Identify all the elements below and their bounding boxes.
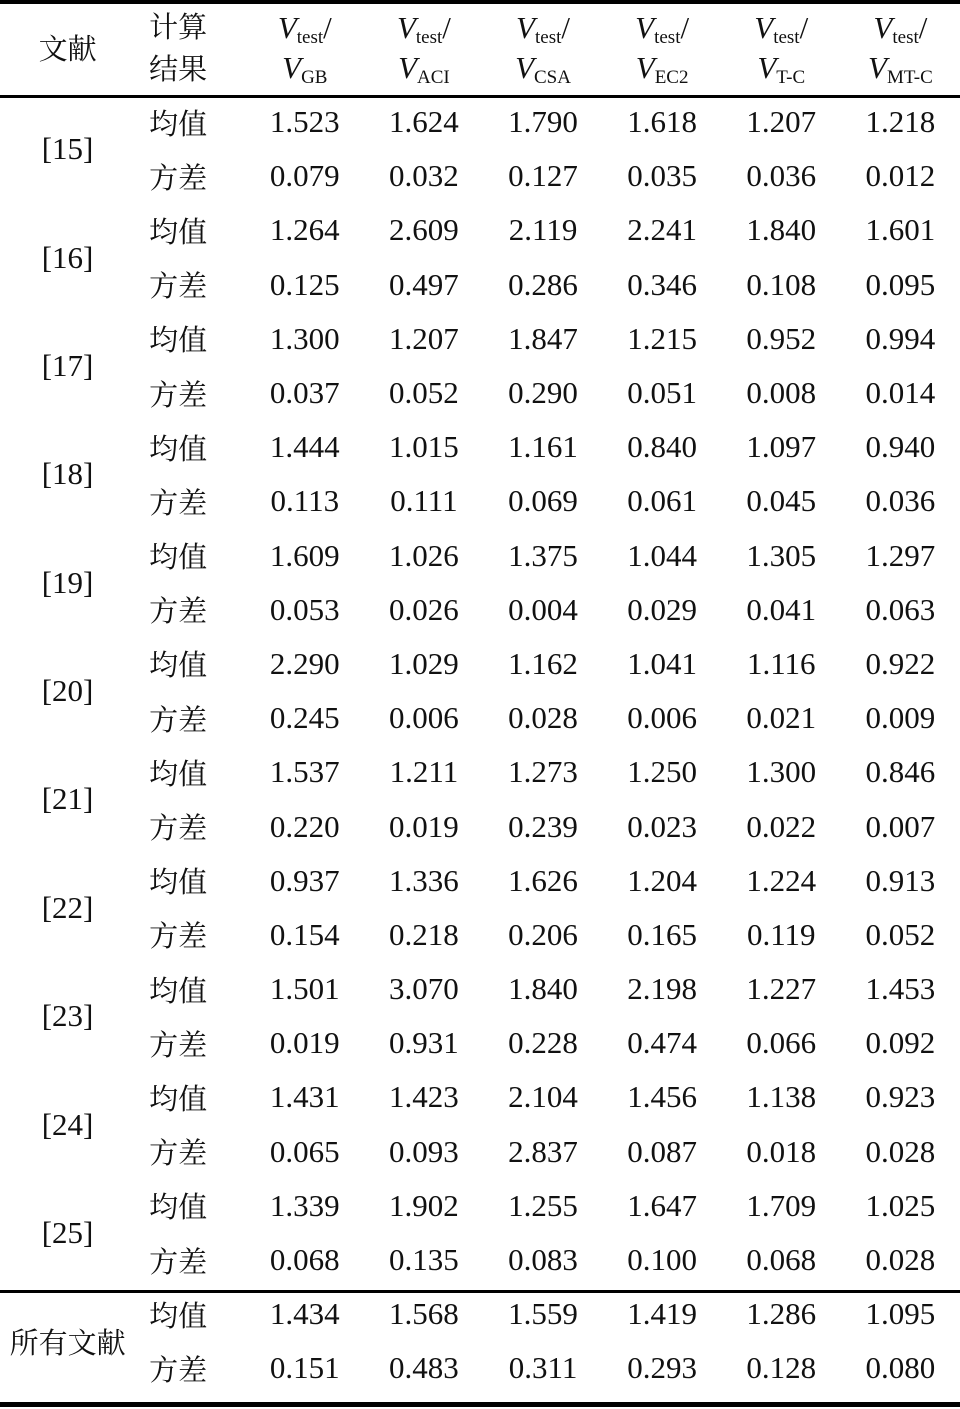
mean-value-cell: 1.162 — [508, 645, 578, 681]
mean-value-cell: 1.255 — [508, 1187, 578, 1223]
mean-value-cell: 1.790 — [508, 104, 578, 140]
mean-value-cell: 1.423 — [389, 1079, 459, 1115]
reference-cell: [15] — [41, 131, 94, 167]
mean-label: 均值 — [149, 431, 208, 466]
mean-value-cell: 1.434 — [269, 1296, 340, 1332]
variance-row — [0, 366, 960, 420]
variance-value-cell: 0.093 — [389, 1133, 459, 1169]
mean-value-cell: 1.300 — [269, 320, 340, 356]
mean-row — [0, 312, 960, 366]
mean-value-cell: 2.609 — [389, 212, 459, 248]
variance-value-cell: 0.069 — [508, 483, 578, 519]
mean-value-cell: 1.647 — [627, 1187, 697, 1223]
variance-value-cell: 0.154 — [269, 916, 340, 952]
variance-value-cell: 0.068 — [746, 1242, 817, 1278]
ratio-denominator: $V_{CSA}$ — [515, 49, 571, 88]
reference-cell: [22] — [41, 889, 94, 925]
mean-label: 均值 — [149, 1081, 208, 1116]
mean-label: 均值 — [149, 106, 208, 141]
mean-value-cell: 1.618 — [627, 104, 697, 140]
variance-label: 方差 — [149, 1027, 208, 1062]
variance-label: 方差 — [149, 1136, 208, 1171]
variance-value-cell: 0.052 — [865, 916, 936, 952]
ratio-numerator: $V_{test}/$ — [635, 9, 690, 48]
variance-row — [0, 1125, 960, 1179]
variance-value-cell: 0.228 — [508, 1025, 578, 1061]
mean-value-cell: 1.847 — [508, 320, 578, 356]
mean-value-cell: 0.923 — [865, 1079, 936, 1115]
mean-row — [0, 745, 960, 799]
variance-row — [0, 474, 960, 528]
variance-value-cell: 0.045 — [746, 483, 817, 519]
mean-value-cell: 1.095 — [865, 1296, 936, 1332]
mean-value-cell: 2.104 — [508, 1079, 578, 1115]
ratio-numerator: $V_{test}/$ — [516, 9, 570, 48]
mean-value-cell: 1.015 — [389, 429, 459, 465]
mean-value-cell: 0.937 — [269, 862, 340, 898]
reference-cell: [20] — [41, 673, 94, 709]
variance-row — [0, 1233, 960, 1287]
mean-value-cell: 1.339 — [269, 1187, 340, 1223]
variance-label: 方差 — [149, 160, 208, 195]
variance-label: 方差 — [149, 1244, 208, 1279]
mean-value-cell: 0.922 — [865, 645, 936, 681]
mean-value-cell: 1.456 — [627, 1079, 697, 1115]
variance-value-cell: 0.125 — [269, 266, 340, 302]
variance-value-cell: 0.032 — [389, 158, 459, 194]
variance-value-cell: 0.006 — [389, 700, 459, 736]
reference-cell: [16] — [41, 239, 94, 275]
reference-cell: [24] — [41, 1106, 94, 1142]
variance-label: 方差 — [149, 269, 208, 304]
reference-cell: [21] — [41, 781, 94, 817]
variance-row — [0, 258, 960, 312]
ratio-header — [245, 0, 364, 95]
mean-value-cell: 1.297 — [865, 537, 936, 573]
mean-value-cell: 1.207 — [389, 320, 459, 356]
variance-value-cell: 0.079 — [269, 158, 340, 194]
mean-value-cell: 1.501 — [269, 971, 340, 1007]
ratio-denominator: $V_{EC2}$ — [635, 49, 689, 88]
mean-row — [0, 420, 960, 474]
mean-label: 均值 — [149, 1190, 208, 1225]
ratio-header — [483, 0, 602, 95]
variance-value-cell: 0.165 — [627, 916, 697, 952]
mean-row — [0, 203, 960, 257]
mean-value-cell: 2.198 — [627, 971, 697, 1007]
mean-value-cell: 0.846 — [865, 754, 936, 790]
mean-value-cell: 2.119 — [508, 212, 578, 248]
variance-value-cell: 0.028 — [865, 1242, 936, 1278]
mean-value-cell: 1.305 — [746, 537, 817, 573]
variance-value-cell: 0.004 — [508, 591, 578, 627]
mean-value-cell: 1.250 — [627, 754, 697, 790]
variance-value-cell: 0.066 — [746, 1025, 817, 1061]
variance-value-cell: 0.028 — [508, 700, 578, 736]
variance-value-cell: 0.052 — [389, 375, 459, 411]
variance-label: 方差 — [149, 485, 208, 520]
mean-value-cell: 0.913 — [865, 862, 936, 898]
variance-row — [0, 1016, 960, 1070]
mean-row — [0, 637, 960, 691]
mean-value-cell: 1.523 — [269, 104, 340, 140]
mean-value-cell: 1.537 — [269, 754, 340, 790]
variance-value-cell: 0.006 — [627, 700, 697, 736]
variance-row — [0, 691, 960, 745]
mean-row — [0, 1070, 960, 1124]
variance-value-cell: 0.128 — [746, 1350, 817, 1386]
header-row — [0, 0, 960, 95]
variance-label: 方差 — [149, 1352, 208, 1387]
variance-value-cell: 0.239 — [508, 808, 578, 844]
mean-value-cell: 1.273 — [508, 754, 578, 790]
mean-value-cell: 1.025 — [865, 1187, 936, 1223]
variance-value-cell: 0.063 — [865, 591, 936, 627]
variance-label: 方差 — [149, 811, 208, 846]
mean-value-cell: 1.286 — [746, 1296, 817, 1332]
variance-row — [0, 149, 960, 203]
mean-label: 均值 — [149, 540, 208, 575]
mean-label: 均值 — [149, 1298, 208, 1333]
reference-cell: [17] — [41, 347, 94, 383]
variance-value-cell: 0.290 — [508, 375, 578, 411]
mean-value-cell: 1.215 — [627, 320, 697, 356]
variance-value-cell: 0.051 — [627, 375, 697, 411]
variance-value-cell: 0.931 — [389, 1025, 459, 1061]
mean-label: 均值 — [149, 648, 208, 683]
variance-value-cell: 0.220 — [269, 808, 340, 844]
variance-value-cell: 0.483 — [389, 1350, 459, 1386]
variance-value-cell: 0.019 — [389, 808, 459, 844]
ratio-denominator: $V_{GB}$ — [282, 49, 328, 88]
mean-label: 均值 — [149, 865, 208, 900]
variance-value-cell: 0.127 — [508, 158, 578, 194]
variance-value-cell: 0.007 — [865, 808, 936, 844]
stat-header-line1: 计算 — [149, 9, 208, 44]
mean-row — [0, 854, 960, 908]
mean-value-cell: 1.419 — [627, 1296, 697, 1332]
mean-value-cell: 0.994 — [865, 320, 936, 356]
variance-value-cell: 0.061 — [627, 483, 697, 519]
ratio-denominator: $V_{ACI}$ — [398, 49, 450, 88]
variance-value-cell: 0.218 — [389, 916, 459, 952]
variance-value-cell: 0.245 — [269, 700, 340, 736]
mean-value-cell: 0.952 — [746, 320, 817, 356]
variance-value-cell: 0.029 — [627, 591, 697, 627]
variance-value-cell: 0.022 — [746, 808, 817, 844]
variance-value-cell: 0.036 — [746, 158, 817, 194]
variance-value-cell: 0.019 — [269, 1025, 340, 1061]
variance-value-cell: 0.026 — [389, 591, 459, 627]
reference-cell: [19] — [41, 564, 94, 600]
variance-value-cell: 0.092 — [865, 1025, 936, 1061]
variance-row — [0, 908, 960, 962]
mean-value-cell: 0.840 — [627, 429, 697, 465]
variance-label: 方差 — [149, 377, 208, 412]
variance-value-cell: 2.837 — [508, 1133, 578, 1169]
mean-value-cell: 1.161 — [508, 429, 578, 465]
mean-value-cell: 1.336 — [389, 862, 459, 898]
variance-value-cell: 0.119 — [746, 916, 816, 952]
mean-value-cell: 1.431 — [269, 1079, 340, 1115]
mean-value-cell: 1.453 — [865, 971, 936, 1007]
variance-label: 方差 — [149, 594, 208, 629]
mean-value-cell: 1.624 — [389, 104, 459, 140]
variance-value-cell: 0.018 — [746, 1133, 817, 1169]
variance-row — [0, 1341, 960, 1395]
variance-value-cell: 0.346 — [627, 266, 697, 302]
variance-label: 方差 — [149, 702, 208, 737]
variance-value-cell: 0.100 — [627, 1242, 697, 1278]
mean-value-cell: 2.241 — [627, 212, 697, 248]
mean-value-cell: 1.375 — [508, 537, 578, 573]
mean-value-cell: 1.902 — [389, 1187, 459, 1223]
ratio-numerator: $V_{test}/$ — [754, 9, 809, 48]
variance-value-cell: 0.014 — [865, 375, 936, 411]
mean-value-cell: 1.300 — [746, 754, 817, 790]
mean-value-cell: 1.601 — [865, 212, 936, 248]
mean-label: 均值 — [149, 973, 208, 1008]
ratio-header — [603, 0, 722, 95]
variance-value-cell: 0.012 — [865, 158, 936, 194]
mean-value-cell: 1.041 — [627, 645, 697, 681]
variance-value-cell: 0.041 — [746, 591, 817, 627]
ratio-numerator: $V_{test}/$ — [396, 9, 451, 48]
ratio-numerator: $V_{test}/$ — [277, 9, 332, 48]
mean-label: 均值 — [149, 323, 208, 358]
ratio-header — [722, 0, 841, 95]
mean-value-cell: 1.097 — [746, 429, 817, 465]
ratio-denominator: $V_{MT-C}$ — [868, 49, 933, 88]
variance-value-cell: 0.151 — [269, 1350, 340, 1386]
variance-value-cell: 0.037 — [269, 375, 340, 411]
mean-value-cell: 1.559 — [508, 1296, 578, 1332]
mean-value-cell: 1.116 — [746, 645, 816, 681]
mean-value-cell: 1.227 — [746, 971, 817, 1007]
variance-value-cell: 0.021 — [746, 700, 817, 736]
variance-value-cell: 0.286 — [508, 266, 578, 302]
mean-value-cell: 2.290 — [269, 645, 340, 681]
mean-value-cell: 1.444 — [269, 429, 340, 465]
ref-column-header: 文献 — [38, 32, 97, 66]
reference-cell: [18] — [41, 456, 94, 492]
variance-value-cell: 0.497 — [389, 266, 459, 302]
variance-value-cell: 0.009 — [865, 700, 936, 736]
ratio-numerator: $V_{test}/$ — [873, 9, 928, 48]
mean-value-cell: 1.204 — [627, 862, 697, 898]
variance-value-cell: 0.028 — [865, 1133, 936, 1169]
ratio-denominator: $V_{T-C}$ — [757, 49, 806, 88]
mean-value-cell: 1.029 — [389, 645, 459, 681]
variance-value-cell: 0.008 — [746, 375, 817, 411]
reference-cell: [23] — [41, 998, 94, 1034]
variance-value-cell: 0.080 — [865, 1350, 936, 1386]
variance-row — [0, 583, 960, 637]
mean-value-cell: 1.626 — [508, 862, 578, 898]
variance-value-cell: 0.311 — [508, 1350, 578, 1386]
mean-row — [0, 529, 960, 583]
mean-value-cell: 1.211 — [389, 754, 459, 790]
variance-value-cell: 0.035 — [627, 158, 697, 194]
variance-value-cell: 0.036 — [865, 483, 936, 519]
mean-value-cell: 1.026 — [389, 537, 459, 573]
stat-column-header — [135, 0, 245, 95]
mean-value-cell: 1.207 — [746, 104, 817, 140]
mean-value-cell: 1.568 — [389, 1296, 459, 1332]
mean-row — [0, 1287, 960, 1341]
ratio-header — [841, 0, 960, 95]
variance-value-cell: 0.293 — [627, 1350, 697, 1386]
ratio-header — [364, 0, 483, 95]
mean-label: 均值 — [149, 214, 208, 249]
mean-value-cell: 0.940 — [865, 429, 936, 465]
variance-value-cell: 0.206 — [508, 916, 578, 952]
mean-label: 均值 — [149, 756, 208, 791]
mean-row — [0, 962, 960, 1016]
mean-value-cell: 1.138 — [746, 1079, 817, 1115]
variance-value-cell: 0.083 — [508, 1242, 578, 1278]
variance-label: 方差 — [149, 919, 208, 954]
bottom-rule — [0, 1402, 960, 1407]
mean-row — [0, 95, 960, 149]
mean-value-cell: 1.224 — [746, 862, 817, 898]
variance-value-cell: 0.065 — [269, 1133, 340, 1169]
reference-cell: 所有文献 — [9, 1325, 126, 1360]
mean-value-cell: 1.840 — [746, 212, 817, 248]
variance-value-cell: 0.111 — [390, 483, 458, 519]
mean-value-cell: 1.840 — [508, 971, 578, 1007]
variance-value-cell: 0.135 — [389, 1242, 459, 1278]
reference-cell: [25] — [41, 1214, 94, 1250]
mean-value-cell: 1.218 — [865, 104, 936, 140]
mean-value-cell: 1.264 — [269, 212, 340, 248]
variance-value-cell: 0.053 — [269, 591, 340, 627]
mean-value-cell: 1.609 — [269, 537, 340, 573]
mean-value-cell: 3.070 — [389, 971, 459, 1007]
variance-value-cell: 0.113 — [270, 483, 340, 519]
variance-row — [0, 799, 960, 853]
variance-value-cell: 0.087 — [627, 1133, 697, 1169]
mean-value-cell: 1.044 — [627, 537, 697, 573]
variance-value-cell: 0.068 — [269, 1242, 340, 1278]
stat-header-line2: 结果 — [149, 51, 208, 86]
mean-row — [0, 1179, 960, 1233]
variance-value-cell: 0.023 — [627, 808, 697, 844]
variance-value-cell: 0.108 — [746, 266, 817, 302]
variance-value-cell: 0.474 — [627, 1025, 697, 1061]
mean-value-cell: 1.709 — [746, 1187, 817, 1223]
variance-value-cell: 0.095 — [865, 266, 936, 302]
